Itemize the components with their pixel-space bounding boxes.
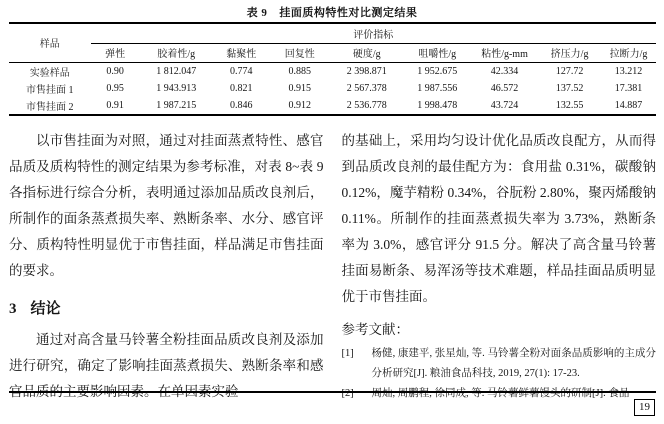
table-cell: 1 812.047	[156, 65, 197, 77]
section-heading-conclusion	[9, 297, 324, 318]
table-cell: 0.90	[106, 65, 124, 77]
column-header: 弹性	[91, 43, 140, 62]
column-header: 粘性/g-mm	[471, 43, 538, 62]
table-cell: 42.334	[490, 65, 519, 77]
reference-number: [2]	[341, 388, 354, 399]
table-caption-label: 表 9	[246, 7, 268, 19]
reference-number: [1]	[341, 348, 354, 359]
column-header: 回复性	[270, 43, 330, 62]
table-cell: 0.821	[230, 82, 253, 94]
page-number: 19	[634, 399, 655, 416]
left-column	[9, 128, 324, 399]
table-row	[9, 80, 656, 97]
table-cell: 13.212	[614, 65, 643, 77]
section-number: 3	[9, 301, 17, 317]
table-cell: 137.52	[555, 82, 584, 94]
row-label: 实验样品	[29, 67, 70, 79]
column-group-header: 评价指标	[91, 23, 656, 43]
table-cell: 132.55	[555, 99, 584, 111]
texture-comparison-table	[9, 22, 656, 116]
table-container	[9, 22, 656, 116]
table-cell: 0.774	[230, 65, 253, 77]
reference-gap	[359, 384, 372, 404]
table-cell: 127.72	[555, 65, 584, 77]
body-columns	[9, 128, 656, 399]
table-cell: 14.887	[614, 99, 643, 111]
table-cell: 1 987.215	[156, 99, 197, 111]
references-heading: 参考文献：	[341, 322, 409, 337]
table-cell: 2 567.378	[346, 82, 387, 94]
column-header: 黏聚性	[213, 43, 270, 62]
table-cell: 0.915	[288, 82, 312, 94]
reference-text: 杨健, 康建平, 张星灿, 等. 马铃薯全粉对面条品质影响的主成分分析研究[J]. 粮油食品科技, 2019, 27(1): 17-23.	[371, 348, 656, 379]
table-cell: 1 998.478	[417, 99, 458, 111]
table-caption	[0, 4, 664, 20]
table-cell: 1 943.913	[156, 82, 197, 94]
section-title: 结论	[30, 301, 61, 317]
table-cell: 17.381	[614, 82, 643, 94]
table-row	[9, 97, 656, 115]
column-header: 硬度/g	[330, 43, 404, 62]
table-cell: 0.91	[106, 99, 124, 111]
column-header-sample: 样品	[9, 23, 91, 62]
table-cell: 43.724	[490, 99, 519, 111]
table-row	[9, 62, 656, 80]
column-header: 挤压力/g	[538, 43, 601, 62]
reference-item	[342, 344, 657, 384]
table-cell: 0.912	[288, 99, 312, 111]
paragraph: 以市售挂面为对照，通过对挂面蒸煮特性、感官品质及质构特性的测定结果为参考标准，对表 8~表 9 各指标进行综合分析，表明通过添加品质改良剂后，所制作的面条蒸煮损失率、熟断条率、水分、感官评分、质构特性明显优于市售挂面，样品满足市售挂面的要求。	[9, 133, 324, 278]
reference-text: 周灿, 周鹏程, 徐同成, 等. 马铃薯鲜薯馒头的研制[J]. 食品	[371, 388, 630, 399]
table-caption-text: 挂面质构特性对比测定结果	[279, 7, 418, 19]
table-cell: 2 536.778	[346, 99, 387, 111]
table-cell: 1 987.556	[417, 82, 458, 94]
table-cell: 0.95	[106, 82, 124, 94]
paragraph: 通过对高含量马铃薯全粉挂面品质改良剂及添加进行研究，确定了影响挂面蒸煮损失、熟断条率和感官品质的主要影响因素。在单因素实验	[9, 332, 324, 399]
table-cell: 1 952.675	[417, 65, 458, 77]
footer-divider	[9, 391, 656, 393]
paragraph: 的基础上，采用均匀设计优化品质改良配方，从而得到品质改良剂的最佳配方为：食用盐 0.31%，碳酸钠 0.12%，魔芋精粉 0.34%，谷朊粉 2.80%，聚丙烯酸钠 0.11%。所制作的挂面蒸煮损失率为 3.73%，熟断条率为 3.0%，感官评分 91.5 分。解决了高含量马铃薯挂面易断条、易浑汤等技术难题，样品挂面品质明显优于市售挂面。	[341, 133, 656, 304]
references-list	[342, 344, 657, 404]
reference-gap	[359, 344, 372, 384]
table-cell: 0.846	[230, 99, 253, 111]
table-cell: 0.885	[288, 65, 312, 77]
table-cell: 46.572	[490, 82, 519, 94]
row-label: 市售挂面 1	[26, 84, 74, 96]
column-header: 胶着性/g	[140, 43, 213, 62]
row-label: 市售挂面 2	[26, 101, 74, 113]
reference-item	[342, 384, 657, 404]
column-header: 拉断力/g	[601, 43, 656, 62]
column-header: 咀嚼性/g	[404, 43, 471, 62]
table-cell: 2 398.871	[346, 65, 387, 77]
right-column	[341, 128, 657, 399]
